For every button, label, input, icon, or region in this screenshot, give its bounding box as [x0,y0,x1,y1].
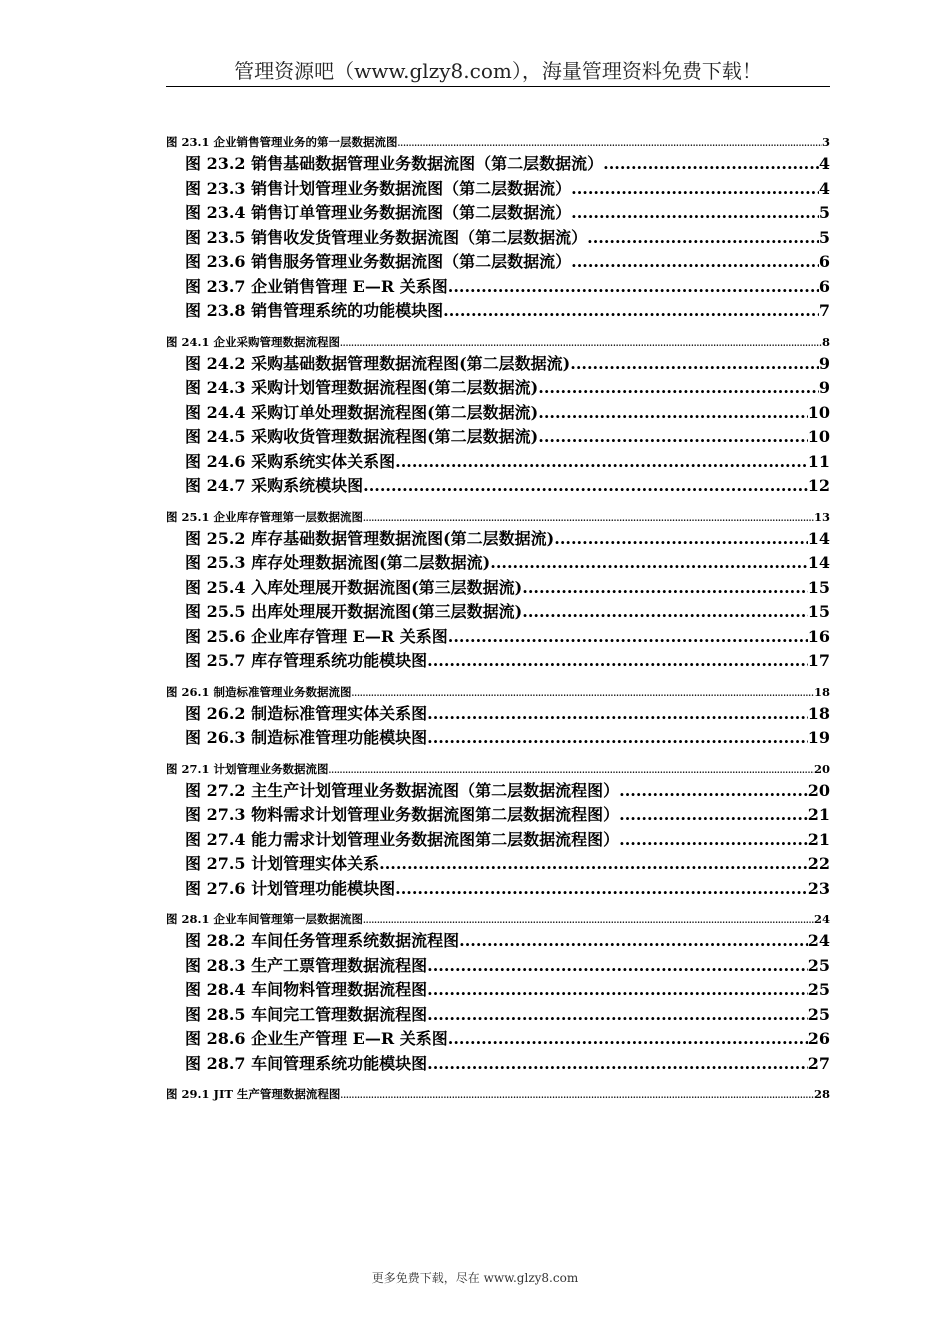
header-text: 管理资源吧（www.glzy8.com），海量管理资料免费下载！ [234,59,762,83]
toc-entry[interactable] [185,929,830,954]
toc-page-number: 17 [807,651,830,670]
toc-page-number: 3 [821,135,830,149]
toc-entry[interactable] [185,474,830,499]
dot-leader [379,852,808,877]
toc-entry[interactable] [185,425,830,450]
toc-page-number: 4 [818,178,830,198]
toc-page-number: 18 [807,703,830,723]
toc-entry[interactable] [185,450,830,475]
toc-entry[interactable] [185,576,830,601]
toc-entry-main[interactable] [166,132,830,152]
toc-entry[interactable] [185,275,830,300]
toc-entry[interactable] [185,551,830,576]
toc-page-number: 19 [807,728,830,747]
toc-page-number: 10 [807,427,830,446]
toc-entry-label: 图 28.3 生产工票管理数据流程图 [185,955,428,975]
toc-entry-label: 图 28.5 车间完工管理数据流程图 [185,1004,428,1024]
toc-entry-label: 图 25.4 入库处理展开数据流图(第三层数据流) [185,577,523,597]
dot-leader [538,376,819,401]
toc-entry[interactable] [185,649,830,674]
toc-entry-label: 图 29.1 JIT 生产管理数据流程图 [166,1087,341,1101]
toc-entry-label: 图 28.7 车间管理系统功能模块图 [185,1053,428,1073]
toc-entry-label: 图 24.5 采购收货管理数据流程图(第二层数据流) [185,427,539,446]
toc-entry-label: 图 25.2 库存基础数据管理数据流图(第二层数据流) [185,528,555,548]
toc-page-number: 10 [807,402,830,422]
toc-page-number: 11 [807,451,830,471]
toc-entry-label: 图 23.1 企业销售管理业务的第一层数据流图 [166,135,398,149]
toc-entry[interactable] [185,352,830,377]
toc-entry[interactable] [185,779,830,804]
toc-entry[interactable] [185,226,830,251]
dot-leader [587,226,819,251]
dot-leader [427,978,808,1003]
toc-entry[interactable] [185,978,830,1003]
dot-leader [363,474,808,499]
dot-leader [554,527,807,552]
toc-entry-label: 图 27.3 物料需求计划管理业务数据流图第二层数据流程图） [185,805,620,824]
dot-leader [340,333,822,352]
toc-page-number: 27 [807,1053,830,1073]
toc-entry[interactable] [185,177,830,202]
toc-entry[interactable] [185,250,830,275]
toc-entry-label: 图 23.3 销售计划管理业务数据流图（第二层数据流） [185,178,572,198]
toc-entry[interactable] [185,1052,830,1077]
toc-page-number: 25 [807,980,830,999]
toc-entry[interactable] [185,726,830,751]
toc-entry[interactable] [185,828,830,853]
toc-entry-label: 图 25.3 库存处理数据流图(第二层数据流) [185,553,491,572]
toc-page-number: 23 [807,878,830,898]
toc-page-number: 4 [818,154,830,173]
toc-entry-main[interactable] [166,759,830,779]
toc-entry-label: 图 23.6 销售服务管理业务数据流图（第二层数据流） [185,252,572,271]
toc-page-number: 15 [807,577,830,597]
toc-page-number: 16 [807,626,830,646]
toc-page-number: 8 [821,334,830,349]
toc-page-number: 21 [807,805,830,824]
toc-page-number: 14 [807,528,830,548]
toc-page-number: 9 [818,378,830,397]
toc-entry-label: 图 24.2 采购基础数据管理数据流程图(第二层数据流) [185,353,571,373]
toc-page-number: 26 [807,1029,830,1048]
dot-leader [448,625,808,650]
dot-leader [619,779,808,804]
toc-page-number: 15 [807,602,830,621]
toc-page-number: 28 [813,1087,830,1101]
dot-leader [363,508,814,527]
toc-entry[interactable] [185,625,830,650]
toc-entry-label: 图 23.2 销售基础数据管理业务数据流图（第二层数据流） [185,154,604,173]
toc-entry[interactable] [185,401,830,426]
toc-entry[interactable] [185,1003,830,1028]
toc-entry[interactable] [185,954,830,979]
dot-leader [427,726,808,751]
toc-entry[interactable] [185,376,830,401]
dot-leader [619,828,808,853]
toc-page-number: 14 [807,553,830,572]
toc-entry[interactable] [185,600,830,625]
dot-leader [427,702,808,727]
toc-entry[interactable] [185,702,830,727]
toc-page-number: 24 [807,931,830,950]
toc-entry-main[interactable] [166,332,830,352]
toc-page-number: 22 [807,854,830,873]
toc-page-number: 20 [807,780,830,800]
toc-entry-main[interactable] [166,909,830,929]
toc-entry-label: 图 25.1 企业库存管理第一层数据流图 [166,509,364,524]
dot-leader [395,450,808,475]
footer-text: 更多免费下载，尽在 www.glzy8.com [371,1271,579,1285]
toc-entry-label: 图 28.4 车间物料管理数据流程图 [185,980,428,999]
toc-entry[interactable] [185,1027,830,1052]
toc-entry-main[interactable] [166,1084,830,1104]
toc-entry-label: 图 25.5 出库处理展开数据流图(第三层数据流) [185,602,523,621]
toc-entry-label: 图 26.1 制造标准管理业务数据流图 [166,684,352,699]
dot-leader [571,201,819,226]
toc-entry-main[interactable] [166,507,830,527]
toc-entry-label: 图 28.6 企业生产管理 E—R 关系图 [185,1029,448,1048]
dot-leader [427,1003,808,1028]
toc-entry[interactable] [185,852,830,877]
toc-page-number: 18 [813,684,830,699]
dot-leader [538,401,807,426]
dot-leader [490,551,807,576]
dot-leader [538,425,807,450]
toc-entry-label: 图 24.3 采购计划管理数据流程图(第二层数据流) [185,378,539,397]
toc-page-number: 7 [818,301,830,320]
toc-page-number: 25 [807,955,830,975]
toc-page-number: 5 [818,203,830,222]
toc-entry-label: 图 24.1 企业采购管理数据流程图 [166,334,341,349]
toc-page-number: 6 [818,252,830,271]
toc-entry[interactable] [185,152,830,177]
toc-entry-label: 图 27.2 主生产计划管理业务数据流图（第二层数据流程图） [185,780,620,800]
dot-leader [603,152,819,177]
toc-entry[interactable] [185,299,830,324]
toc-entry-label: 图 26.3 制造标准管理功能模块图 [185,728,428,747]
dot-leader [340,1085,814,1104]
toc-entry-label: 图 24.6 采购系统实体关系图 [185,451,396,471]
toc-page-number: 25 [807,1004,830,1024]
table-of-contents [166,130,830,1104]
toc-entry-label: 图 23.8 销售管理系统的功能模块图 [185,301,444,320]
toc-page-number: 6 [818,276,830,296]
dot-leader [398,133,822,152]
dot-leader [571,177,819,202]
toc-page-number: 12 [807,476,830,495]
dot-leader [427,954,808,979]
toc-entry-label: 图 23.4 销售订单管理业务数据流图（第二层数据流） [185,203,572,222]
toc-entry[interactable] [185,201,830,226]
dot-leader [352,683,814,702]
toc-entry[interactable] [185,527,830,552]
dot-leader [571,250,819,275]
toc-page-number: 20 [813,761,830,776]
page-footer [0,1269,950,1286]
toc-entry-label: 图 27.5 计划管理实体关系 [185,854,380,873]
toc-entry[interactable] [185,803,830,828]
toc-entry-main[interactable] [166,682,830,702]
dot-leader [522,600,807,625]
toc-page-number: 9 [818,353,830,373]
dot-leader [522,576,807,601]
toc-entry-label: 图 28.1 企业车间管理第一层数据流图 [166,912,364,926]
dot-leader [443,299,819,324]
page-header [166,56,830,87]
toc-entry-label: 图 27.4 能力需求计划管理业务数据流图第二层数据流程图） [185,829,620,849]
toc-page-number: 21 [807,829,830,849]
toc-page-number: 5 [818,227,830,247]
dot-leader [448,275,819,300]
toc-entry-label: 图 25.6 企业库存管理 E—R 关系图 [185,626,448,646]
dot-leader [448,1027,808,1052]
toc-entry-label: 图 24.4 采购订单处理数据流程图(第二层数据流) [185,402,539,422]
toc-entry-label: 图 23.5 销售收发货管理业务数据流图（第二层数据流） [185,227,588,247]
dot-leader [427,1052,808,1077]
dot-leader [427,649,808,674]
toc-entry-label: 图 27.6 计划管理功能模块图 [185,878,396,898]
toc-page-number: 24 [813,912,830,926]
dot-leader [363,910,814,929]
toc-entry-label: 图 25.7 库存管理系统功能模块图 [185,651,428,670]
dot-leader [459,929,808,954]
toc-page-number: 13 [813,509,830,524]
toc-entry-label: 图 28.2 车间任务管理系统数据流程图 [185,931,460,950]
toc-entry-label: 图 26.2 制造标准管理实体关系图 [185,703,428,723]
dot-leader [570,352,819,377]
dot-leader [619,803,808,828]
toc-entry[interactable] [185,877,830,902]
toc-entry-label: 图 23.7 企业销售管理 E—R 关系图 [185,276,448,296]
toc-entry-label: 图 27.1 计划管理业务数据流图 [166,761,329,776]
dot-leader [395,877,808,902]
dot-leader [329,760,814,779]
toc-entry-label: 图 24.7 采购系统模块图 [185,476,364,495]
